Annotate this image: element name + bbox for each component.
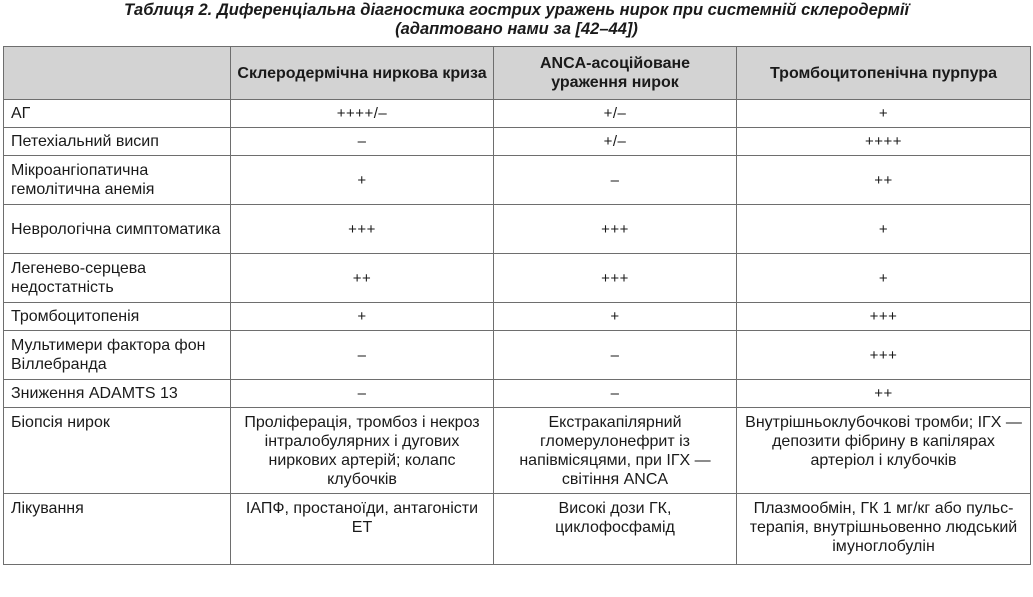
table-row <box>4 205 1031 254</box>
cell-value: ++ <box>231 254 494 303</box>
cell-value: +++ <box>494 254 737 303</box>
table-row <box>4 156 1031 205</box>
header-scleroderma-crisis: Склеродермічна ниркова криза <box>231 47 494 100</box>
row-label: Петехіальний висип <box>4 128 231 156</box>
cell-value: + <box>737 205 1031 254</box>
cell-value: +++ <box>494 205 737 254</box>
cell-value: +++ <box>231 205 494 254</box>
cell-value: +/– <box>494 128 737 156</box>
cell-value: – <box>231 128 494 156</box>
table-row <box>4 254 1031 303</box>
table-row <box>4 494 1031 565</box>
row-label: Легенево-серцева недостатність <box>4 254 231 303</box>
cell-value: + <box>737 100 1031 128</box>
table-row <box>4 380 1031 408</box>
cell-text: Внутрішньоклубочкові тромби; ІГХ — депозити фібрину в капілярах артеріол і клубочків <box>737 408 1031 494</box>
cell-value: ++++/– <box>231 100 494 128</box>
table-row <box>4 408 1031 494</box>
cell-value: – <box>231 380 494 408</box>
row-label: Тромбоцитопенія <box>4 303 231 331</box>
cell-value: + <box>231 156 494 205</box>
cell-value: +/– <box>494 100 737 128</box>
header-ttp: Тромбоцитопенічна пурпура <box>737 47 1031 100</box>
cell-value: + <box>231 303 494 331</box>
caption-source: (адаптовано нами за [42–44]) <box>395 20 638 38</box>
row-label: Біопсія нирок <box>4 408 231 494</box>
cell-value: ++ <box>737 156 1031 205</box>
cell-value: +++ <box>737 331 1031 380</box>
cell-value: ++ <box>737 380 1031 408</box>
cell-value: – <box>494 380 737 408</box>
table-row <box>4 128 1031 156</box>
cell-text: ІАПФ, простаноїди, антагоністи ЕТ <box>231 494 494 565</box>
header-anca: ANCA-асоційоване ураження нирок <box>494 47 737 100</box>
row-label: Зниження ADAMTS 13 <box>4 380 231 408</box>
cell-value: – <box>494 331 737 380</box>
row-label: Мультимери фактора фон Віллебранда <box>4 331 231 380</box>
cell-text: Проліферація, тромбоз і некроз інтралобулярних і дугових ниркових артерій; колапс клубочків <box>231 408 494 494</box>
cell-text: Плазмообмін, ГК 1 мг/кг або пульс-терапія, внутрішньовенно людський імуноглобулін <box>737 494 1031 565</box>
row-label: Лікування <box>4 494 231 565</box>
table-caption <box>0 0 1033 40</box>
table-row <box>4 303 1031 331</box>
row-label: Мікроангіопатична гемолітична анемія <box>4 156 231 205</box>
table-row <box>4 100 1031 128</box>
cell-value: + <box>737 254 1031 303</box>
cell-value: – <box>231 331 494 380</box>
row-label: Неврологічна симптоматика <box>4 205 231 254</box>
caption-title: Таблиця 2. Диференціальна діагностика гострих уражень нирок при системній склеродермії <box>123 1 910 19</box>
cell-text: Високі дози ГК, циклофосфамід <box>494 494 737 565</box>
header-row <box>4 47 1031 100</box>
cell-value: +++ <box>737 303 1031 331</box>
cell-value: ++++ <box>737 128 1031 156</box>
table-row <box>4 331 1031 380</box>
cell-value: + <box>494 303 737 331</box>
header-empty <box>4 47 231 100</box>
cell-text: Екстракапілярний гломерулонефрит із напівмісяцями, при ІГХ — світіння ANCA <box>494 408 737 494</box>
cell-value: – <box>494 156 737 205</box>
differential-diagnosis-table <box>3 46 1031 565</box>
row-label: АГ <box>4 100 231 128</box>
